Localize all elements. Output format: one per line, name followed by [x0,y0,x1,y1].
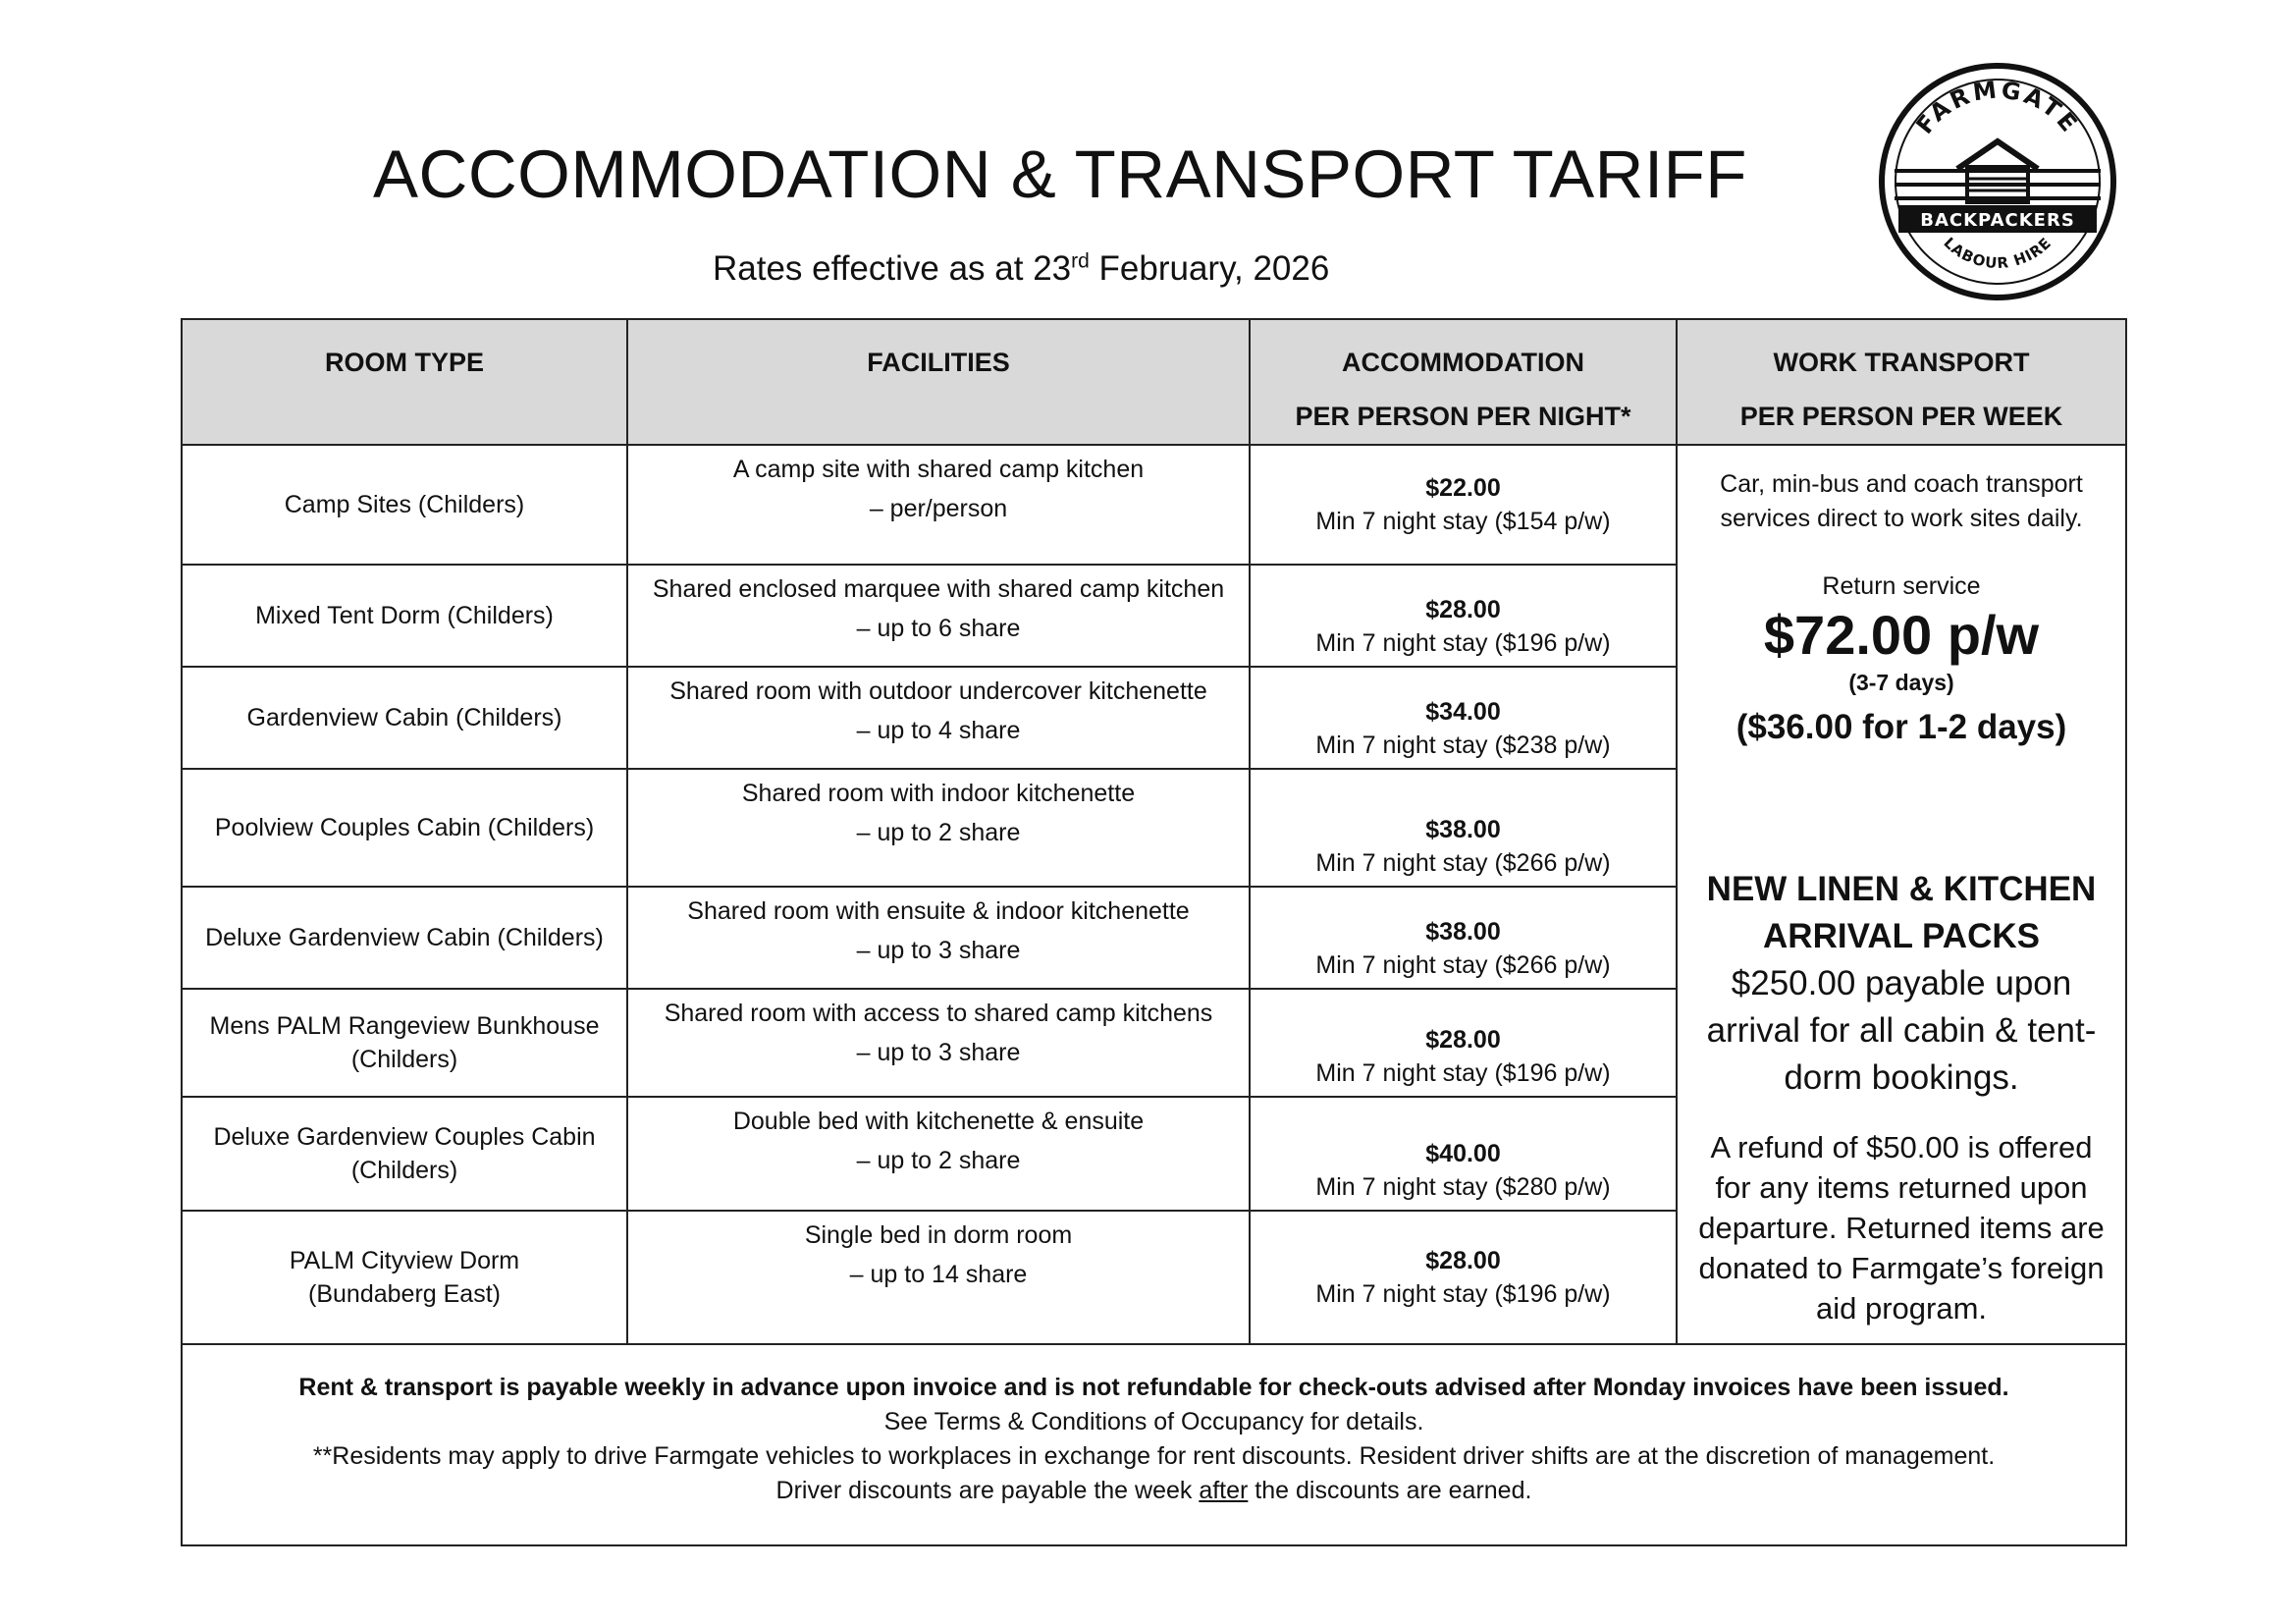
room-type-cell: PALM Cityview Dorm (Bundaberg East) [182,1211,627,1344]
facilities-cell: Shared room with outdoor undercover kitchenette – up to 4 share [627,667,1250,769]
room-type-cell: Deluxe Gardenview Couples Cabin (Childers) [182,1097,627,1211]
svg-text:FARMGATE: FARMGATE [1910,76,2085,139]
work-transport-cell: Car, min-bus and coach transport services direct to work sites daily. Return service $72.00 p/w (3-7 days) ($36.00 for 1-2 days) NEW LINEN & KITCHEN ARRIVAL PACKS $250.00 payable upon arrival for all cabin & tent- dorm bookings. A refund of $50.00 is offered for any items returned upon departure. Returned items are donated to Farmgate’s foreign aid program. [1677,445,2126,1344]
farmgate-logo [1877,61,2118,302]
rates-effective-date: Rates effective as at 23rd February, 2026 [713,249,1330,288]
rate-cell: $28.00 Min 7 night stay ($196 p/w) [1250,565,1677,667]
table-row [182,445,2126,565]
svg-text:BACKPACKERS: BACKPACKERS [1920,210,2075,231]
terms-notes: Rent & transport is payable weekly in advance upon invoice and is not refundable for check-outs advised after Monday invoices have been issued. See Terms & Conditions of Occupancy for details. **Residents may apply to drive Farmgate vehicles to workplaces in exchange for rent discounts. Resident driver shifts are at the discretion of management. Driver discounts are payable the week after the discounts are earned. [182,1344,2126,1545]
facilities-cell: Double bed with kitchenette & ensuite – up to 2 share [627,1097,1250,1211]
room-type-cell: Poolview Couples Cabin (Childers) [182,769,627,887]
facilities-cell: Shared room with ensuite & indoor kitchenette – up to 3 share [627,887,1250,989]
footer-row [182,1344,2126,1545]
room-type-cell: Gardenview Cabin (Childers) [182,667,627,769]
tariff-table [181,318,2127,1546]
rate-cell: $28.00 Min 7 night stay ($196 p/w) [1250,1211,1677,1344]
arrival-packs-heading: NEW LINEN & KITCHEN ARRIVAL PACKS [1706,870,2097,955]
facilities-cell: Shared enclosed marquee with shared camp kitchen – up to 6 share [627,565,1250,667]
room-type-cell: Camp Sites (Childers) [182,445,627,565]
header-work-transport: WORK TRANSPORT PER PERSON PER WEEK [1677,319,2126,445]
room-type-cell: Mixed Tent Dorm (Childers) [182,565,627,667]
svg-text:LABOUR HIRE: LABOUR HIRE [1940,234,2056,273]
facilities-cell: Single bed in dorm room – up to 14 share [627,1211,1250,1344]
room-type-cell: Deluxe Gardenview Cabin (Childers) [182,887,627,989]
facilities-cell: A camp site with shared camp kitchen – per/person [627,445,1250,565]
facilities-cell: Shared room with indoor kitchenette – up to 2 share [627,769,1250,887]
rate-cell: $38.00 Min 7 night stay ($266 p/w) [1250,769,1677,887]
page-title: ACCOMMODATION & TRANSPORT TARIFF [373,136,1747,212]
rate-cell: $40.00 Min 7 night stay ($280 p/w) [1250,1097,1677,1211]
header-facilities: FACILITIES [627,319,1250,445]
room-type-cell: Mens PALM Rangeview Bunkhouse (Childers) [182,989,627,1097]
rate-cell: $34.00 Min 7 night stay ($238 p/w) [1250,667,1677,769]
rate-cell: $28.00 Min 7 night stay ($196 p/w) [1250,989,1677,1097]
header-accommodation: ACCOMMODATION PER PERSON PER NIGHT* [1250,319,1677,445]
facilities-cell: Shared room with access to shared camp kitchens – up to 3 share [627,989,1250,1097]
header-room-type: ROOM TYPE [182,319,627,445]
rate-cell: $22.00 Min 7 night stay ($154 p/w) [1250,445,1677,565]
rate-cell: $38.00 Min 7 night stay ($266 p/w) [1250,887,1677,989]
transport-price: $72.00 p/w [1763,604,2040,666]
